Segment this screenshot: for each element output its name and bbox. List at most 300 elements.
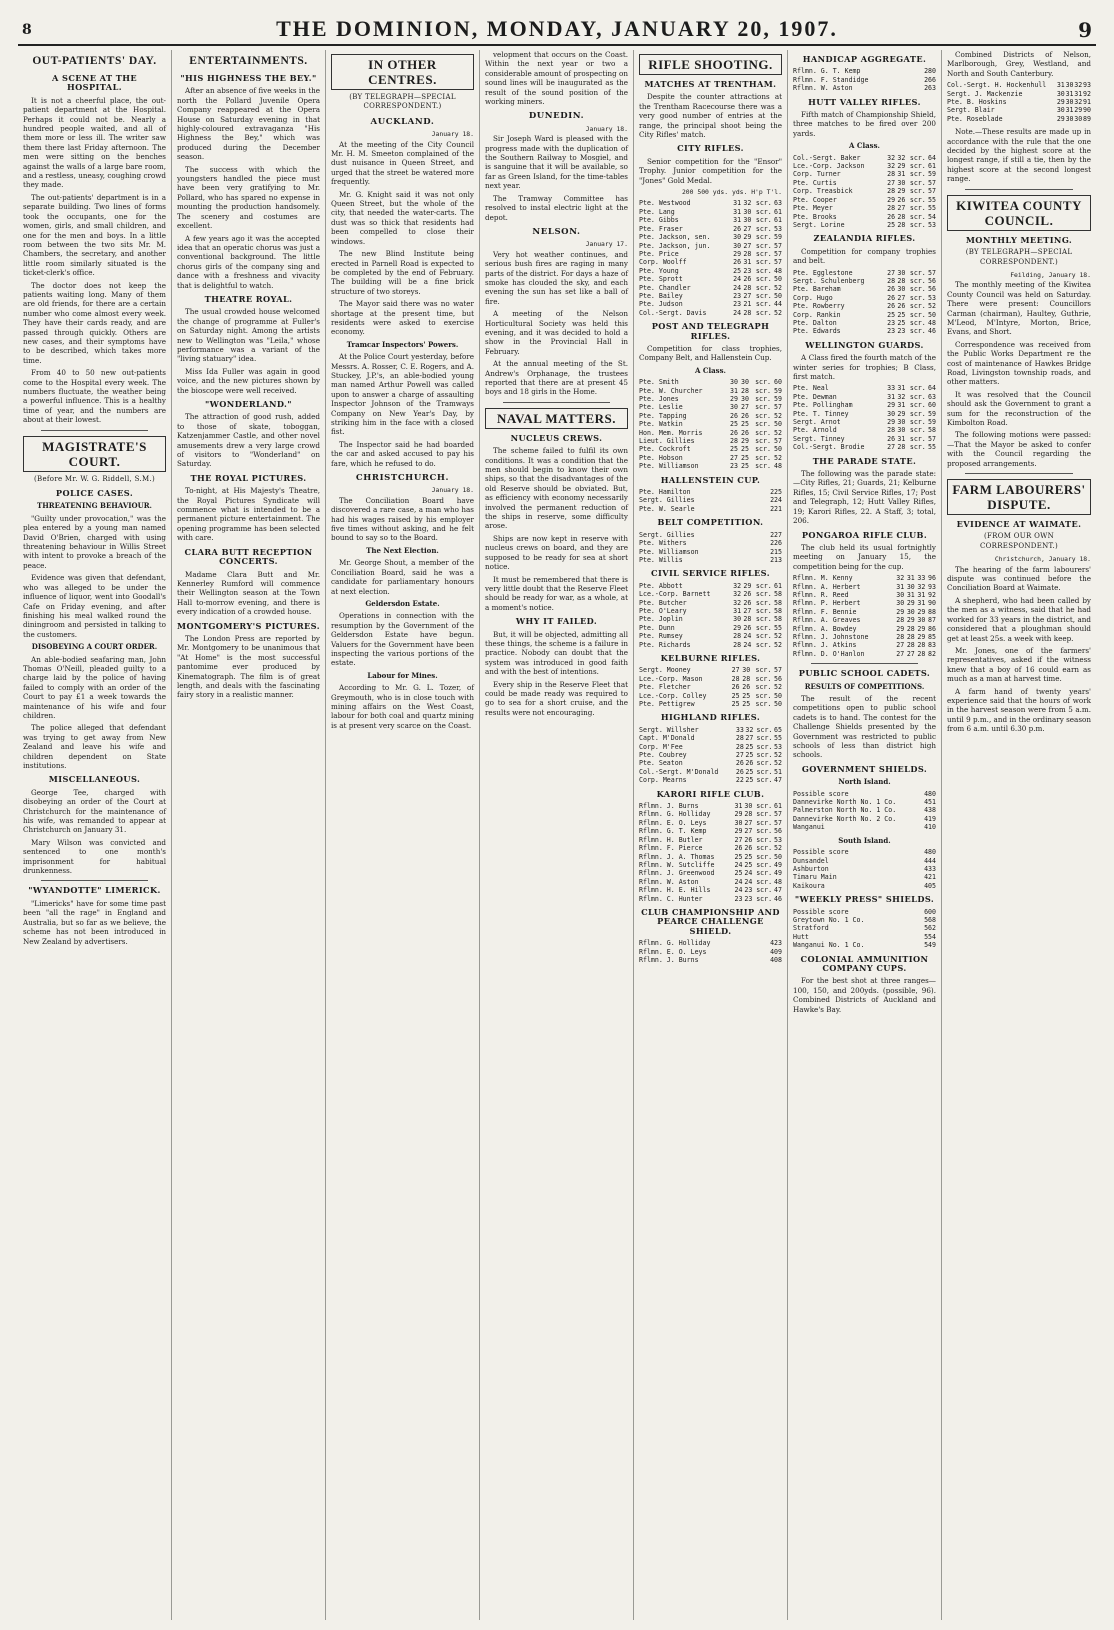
score-cell: 28 — [743, 283, 752, 292]
score-cell: 25 — [733, 266, 742, 275]
section-subheading: The Next Election. — [366, 545, 439, 555]
score-table — [639, 726, 782, 785]
column-2 — [172, 50, 326, 1620]
score-cell: scr. — [756, 725, 773, 734]
score-cell: 29 — [730, 395, 738, 403]
table-row — [639, 751, 782, 759]
paragraph: "Limericks" have for some time past been "all the rage" in England and Australia, but so far as we believe, the scheme has not been introduced in New Zealand by advertisers. — [23, 898, 166, 946]
competitor-name: Lce.-Corp. Mason — [639, 674, 703, 683]
table-row — [639, 641, 782, 649]
table-row — [793, 162, 936, 170]
score-cell: scr. — [755, 615, 772, 624]
score-cell: 52 — [774, 759, 782, 768]
table-row — [639, 853, 782, 861]
score-cell: 25 — [742, 700, 751, 708]
score-cell: 23 — [887, 327, 896, 336]
competitor-name: Pte. Brooks — [793, 212, 837, 221]
competitor-name: Sergt. Willsher — [639, 725, 699, 734]
score-cell: 29 — [734, 827, 743, 836]
paragraph: The hearing of the farm labourers' dispute was continued before the Conciliation Board at Waimate. — [947, 564, 1091, 593]
score-cell: 29 — [896, 624, 905, 633]
table-row — [793, 426, 936, 434]
score-cell: 25 — [745, 767, 754, 776]
table-row — [793, 294, 936, 302]
score-cell: 26 — [887, 293, 896, 302]
article-subheading: THE ROYAL PICTURES. — [190, 472, 307, 483]
score-cell: 30 — [1065, 81, 1074, 90]
score-cell: scr. — [909, 327, 926, 336]
score-cell: scr. — [755, 598, 772, 607]
score-cell: 56 — [774, 827, 782, 836]
score-cell: 64 — [928, 153, 936, 162]
location-heading: NELSON. — [532, 226, 581, 237]
score-cell: 50 — [774, 420, 782, 429]
score-cell: scr. — [756, 767, 773, 776]
score-cell: 31 — [743, 258, 752, 267]
table-row — [639, 861, 782, 869]
score-cell: 32 — [887, 153, 896, 162]
table-row — [793, 285, 936, 293]
table-row — [639, 505, 782, 513]
article-subheading: MONTGOMERY'S PICTURES. — [177, 620, 320, 631]
competitor-name: Rflmn. G. Holliday — [639, 810, 711, 819]
score-cell: 29 — [743, 233, 752, 242]
dateline: January 18. — [431, 130, 474, 139]
score-cell: 28 — [897, 443, 906, 452]
score-cell: 57 — [774, 403, 782, 412]
table-row — [793, 608, 936, 616]
score-cell: 32 — [733, 581, 742, 590]
score-cell: 26 — [731, 683, 740, 692]
competitor-name: Corp. Turner — [793, 170, 841, 179]
score-cell: 26 — [743, 590, 752, 599]
score-cell: 433 — [924, 864, 936, 873]
table-row — [793, 418, 936, 426]
table-row — [639, 462, 782, 470]
score-cell: 87 — [928, 616, 936, 625]
score-cell: 57 — [774, 258, 782, 267]
location-heading: AUCKLAND. — [370, 116, 435, 127]
column-3 — [326, 50, 480, 1620]
paragraph: Correspondence was received from the Public Works Department re the cost of maintenance of Hawkes Bridge Road, Livingston township roads, and other matters. — [947, 339, 1091, 387]
competitor-name: Rflmn. W. Sutcliffe — [639, 860, 715, 869]
competitor-name: Rflmn. M. Kenny — [793, 574, 853, 583]
score-cell: scr. — [756, 860, 773, 869]
competitor-name: Pte. Westwood — [639, 199, 691, 208]
competitor-name: Rflmn. E. O. Leys — [639, 947, 707, 956]
competitor-name: Wanganui No. 1 Co. — [793, 941, 865, 950]
competitor-name: Hutt — [793, 932, 809, 941]
table-row — [639, 895, 782, 903]
score-cell: 60 — [774, 378, 782, 387]
table-row — [793, 170, 936, 178]
table-row — [639, 309, 782, 317]
score-cell: scr. — [755, 674, 772, 683]
article-heading: FARM LABOURERS' DISPUTE. — [947, 479, 1091, 515]
article-subheading: THEATRE ROYAL. — [204, 293, 293, 304]
table-row — [639, 250, 782, 258]
table-row — [793, 873, 936, 881]
competitor-name: Pte. Joplin — [639, 615, 683, 624]
score-cell: 52 — [774, 283, 782, 292]
table-row — [639, 844, 782, 852]
table-row — [639, 420, 782, 428]
score-cell: scr. — [755, 266, 772, 275]
paragraph: Combined Districts of Nelson, Marlborough, Grey, Westland, and North and South Canterbury. — [947, 50, 1091, 78]
competitor-name: Rflmn. J. Greenwood — [639, 869, 715, 878]
section-heading: MISCELLANEOUS. — [48, 774, 141, 785]
competitor-name: Possible score — [793, 907, 849, 916]
score-cell: 29 — [733, 623, 742, 632]
score-cell: scr. — [909, 285, 926, 294]
score-cell: 213 — [770, 555, 782, 564]
competitor-name: Dunsandel — [793, 856, 829, 865]
table-row — [793, 302, 936, 310]
score-cell: 28 — [744, 810, 753, 819]
paragraph: Sir Joseph Ward is pleased with the progress made with the duplication of the Southern Railway to Mosgiel, and is sanguine that it will be available, so far as Green Island, for the time-tables next year. — [485, 134, 628, 191]
score-cell: 31 — [733, 199, 742, 208]
score-cell: 25 — [741, 445, 749, 454]
score-cell: 33 — [887, 384, 896, 393]
table-row — [793, 221, 936, 229]
score-cell: scr. — [755, 233, 772, 242]
paragraph: Operations in connection with the resumption by the Government of the Geldersdon Estate have begun. Valuers for the Government have been inspecting the various portions of the estate. — [331, 611, 474, 668]
table-row — [793, 882, 936, 890]
score-cell: 30 — [897, 268, 906, 277]
class-label: North Island. — [838, 777, 891, 787]
score-cell: 52 — [774, 683, 782, 692]
score-cell: 58 — [774, 615, 782, 624]
table-row — [793, 154, 936, 162]
score-cell: 27 — [897, 293, 906, 302]
competitor-name: Col.-Sergt. Brodie — [793, 443, 865, 452]
competitor-name: Corp. Treasbick — [793, 187, 853, 196]
competitor-name: Pte. Cooper — [793, 195, 837, 204]
score-cell: 46 — [928, 327, 936, 336]
table-row — [639, 292, 782, 300]
score-cell: 27 — [730, 453, 738, 462]
competitor-name: Capt. M'Donald — [639, 734, 695, 743]
competitor-name: Pte. O'Leary — [639, 606, 687, 615]
score-cell: 26 — [887, 302, 896, 311]
competitor-name: Pte. Smith — [639, 378, 679, 387]
article-heading: ENTERTAINMENTS. — [189, 55, 308, 67]
score-cell: 48 — [774, 877, 782, 886]
competitor-name: Pte. Willis — [639, 555, 683, 564]
score-cell: 25 — [741, 453, 749, 462]
score-cell: 568 — [924, 915, 936, 924]
score-cell: scr. — [909, 434, 926, 443]
score-cell: 63 — [774, 199, 782, 208]
score-cell: scr. — [909, 426, 926, 435]
paragraph: The result of the recent competitions open to public school cadets is to hand. The contest for the Challenge Shields presented by the Government was restricted to public schools of less than district high schools. — [793, 694, 936, 760]
score-cell: 23 — [733, 300, 742, 309]
section-heading: "WEEKLY PRESS" SHIELDS. — [794, 894, 935, 905]
table-row — [793, 916, 936, 924]
score-cell: scr. — [755, 224, 772, 233]
score-cell: 408 — [770, 955, 782, 964]
competitor-name: Corp. Woolff — [639, 258, 687, 267]
score-cell: 27 — [745, 734, 754, 743]
divider — [503, 402, 610, 403]
score-cell: 92 — [1083, 89, 1091, 98]
competitor-name: Pte. Young — [639, 266, 679, 275]
competitor-name: Lce.-Corp. Colley — [639, 691, 707, 700]
score-cell: 26 — [730, 428, 738, 437]
score-cell: scr. — [755, 623, 772, 632]
section-heading: HIGHLAND RIFLES. — [660, 712, 761, 723]
score-cell: 30 — [897, 418, 906, 427]
competitor-name: Pte. B. Hoskins — [947, 98, 1007, 107]
class-label: South Island. — [838, 835, 891, 845]
competitor-name: Pte. W. Searle — [639, 504, 695, 513]
score-cell: 221 — [770, 504, 782, 513]
competitor-name: Pte. Judson — [639, 300, 683, 309]
table-row — [793, 84, 936, 92]
score-cell: 21 — [743, 300, 752, 309]
score-cell: 27 — [887, 178, 896, 187]
table-row — [793, 924, 936, 932]
score-cell: 25 — [887, 220, 896, 229]
score-cell: scr. — [756, 742, 773, 751]
score-cell: 27 — [744, 818, 753, 827]
table-row — [793, 641, 936, 649]
score-cell: 59 — [774, 233, 782, 242]
score-cell: 25 — [734, 852, 743, 861]
competitor-name: Lce.-Corp. Jackson — [793, 162, 865, 171]
competitor-name: Pte. Rowberry — [793, 302, 845, 311]
table-row — [639, 819, 782, 827]
table-row — [947, 90, 1091, 98]
score-cell: 444 — [924, 856, 936, 865]
score-cell: 31 — [730, 386, 738, 395]
score-cell: 28 — [897, 220, 906, 229]
score-cell: 225 — [770, 488, 782, 497]
table-row — [793, 401, 936, 409]
score-cell: 32 — [887, 162, 896, 171]
score-cell: 423 — [770, 939, 782, 948]
score-cell: 26 — [887, 285, 896, 294]
table-row — [639, 395, 782, 403]
score-cell: 30 — [733, 615, 742, 624]
score-cell: 51 — [774, 767, 782, 776]
score-cell: 49 — [774, 860, 782, 869]
score-cell: 93 — [928, 582, 936, 591]
score-cell: 50 — [774, 275, 782, 284]
paragraph: Competition for company trophies and belt. — [793, 246, 936, 266]
table-row — [793, 269, 936, 277]
score-cell: 56 — [928, 285, 936, 294]
score-cell: 25 — [730, 445, 738, 454]
table-row — [639, 225, 782, 233]
score-cell: 53 — [774, 224, 782, 233]
paragraph: Fifth match of Championship Shield, three matches to be fired over 200 yards. — [793, 110, 936, 138]
divider — [965, 473, 1073, 474]
score-cell: 93 — [1083, 81, 1091, 90]
competitor-name: Pte. Seaton — [639, 759, 683, 768]
paragraph: At the annual meeting of the St. Andrew's Orphanage, the trustees reported that there are at present 45 boys and 18 girls in the Home. — [485, 359, 628, 397]
table-row — [947, 98, 1091, 106]
score-cell: scr. — [755, 241, 772, 250]
score-cell: 26 — [887, 212, 896, 221]
paragraph: The club held its usual fortnightly meeting on January 15, the competition being for the cup. — [793, 542, 936, 571]
score-cell: 52 — [774, 751, 782, 760]
score-cell: 55 — [774, 734, 782, 743]
score-cell: 27 — [741, 403, 749, 412]
score-cell: 32 — [897, 153, 906, 162]
score-cell: scr. — [755, 640, 772, 649]
table-row — [639, 948, 782, 956]
competitor-name: Rflmn. F. Standidge — [793, 75, 869, 84]
score-cell: 31 — [733, 216, 742, 225]
score-cell: 53 — [928, 293, 936, 302]
table-row — [639, 199, 782, 207]
score-cell: scr. — [755, 207, 772, 216]
score-cell: scr. — [755, 632, 772, 641]
table-row — [639, 802, 782, 810]
section-subheading: Labour for Mines. — [367, 670, 438, 680]
competitor-name: Rflmn. G. Holliday — [639, 939, 711, 948]
score-cell: 26 — [744, 844, 753, 853]
score-cell: scr. — [755, 590, 772, 599]
competitor-name: Pte. Dewman — [793, 392, 837, 401]
competitor-name: Sergt. Gillies — [639, 496, 695, 505]
column-5 — [634, 50, 788, 1620]
section-heading: GOVERNMENT SHIELDS. — [801, 763, 928, 774]
score-table — [639, 378, 782, 470]
section-subheading: Tramcar Inspectors' Powers. — [346, 339, 459, 349]
table-row — [639, 599, 782, 607]
score-cell: 85 — [928, 632, 936, 641]
competitor-name: Pte. Price — [639, 249, 679, 258]
table-row — [639, 700, 782, 708]
score-cell: 23 — [744, 894, 753, 903]
score-cell: 22 — [735, 776, 744, 785]
table-row — [639, 726, 782, 734]
score-cell: 29 — [733, 249, 742, 258]
score-cell: 31 — [733, 207, 742, 216]
table-row — [639, 590, 782, 598]
score-cell: scr. — [755, 249, 772, 258]
score-cell: scr. — [756, 776, 773, 785]
score-cell: 29 — [897, 162, 906, 171]
paragraph: To-night, at His Majesty's Theatre, the Royal Pictures Syndicate will commence what is intended to be a permanent picture entertainment. The opening programme has been selected with care. — [177, 486, 320, 543]
competitor-name: Pte. Pettigrew — [639, 700, 695, 708]
competitor-name: Rflmn. R. Reed — [793, 590, 849, 599]
score-cell: 25 — [745, 776, 754, 785]
competitor-name: Rflmn. F. Pierce — [639, 844, 703, 853]
paragraph: The Conciliation Board have discovered a rare case, a man who has had his wages raised by his employer five times without asking, and he felt bound to say so to the Board. — [331, 495, 474, 543]
score-cell: 32 — [743, 199, 752, 208]
score-cell: 56 — [774, 674, 782, 683]
score-cell: 52 — [774, 640, 782, 649]
score-cell: 29 — [743, 581, 752, 590]
competitor-name: Pte. Withers — [639, 539, 687, 548]
competitor-name: Pte. Meyer — [793, 204, 833, 213]
section-heading: CITY RIFLES. — [677, 143, 744, 154]
score-cell: scr. — [755, 275, 772, 284]
section-heading: "WYANDOTTE" LIMERICK. — [28, 885, 161, 896]
score-cell: 25 — [731, 700, 740, 708]
section-subheading: Geldersdon Estate. — [365, 598, 440, 608]
score-cell: 31 — [1074, 89, 1083, 98]
score-cell: 25 — [744, 860, 753, 869]
table-row — [793, 196, 936, 204]
competitor-name: Pte. Hamilton — [639, 488, 691, 497]
score-cell: scr. — [909, 418, 926, 427]
score-cell: 44 — [774, 300, 782, 309]
score-table — [793, 574, 936, 658]
score-cell: 23 — [734, 894, 743, 903]
competitor-name: Col.-Sergt. Davis — [639, 308, 707, 317]
score-cell: scr. — [755, 691, 772, 700]
competitor-name: Pte. Fletcher — [639, 683, 691, 692]
score-cell: 24 — [734, 877, 743, 886]
score-cell: scr. — [909, 310, 926, 319]
score-table — [639, 488, 782, 513]
competitor-name: Possible score — [793, 789, 849, 798]
paragraph: The following motions were passed:—That the Mayor be asked to confer with the Council regarding the proposed arrangements. — [947, 430, 1091, 468]
score-cell: scr. — [755, 700, 772, 708]
competitor-name: Rflmn. F. Bennie — [793, 607, 857, 616]
score-cell: 31 — [897, 434, 906, 443]
competitor-name: Pte. Pollingham — [793, 401, 853, 410]
article-heading: RIFLE SHOOTING. — [639, 54, 782, 75]
table-row — [639, 615, 782, 623]
score-cell: scr. — [755, 216, 772, 225]
score-cell: scr. — [755, 283, 772, 292]
score-cell: 63 — [928, 392, 936, 401]
masthead — [18, 10, 1096, 46]
score-cell: 29 — [1074, 106, 1083, 115]
score-cell: 57 — [774, 241, 782, 250]
paragraph: "Guilty under provocation," was the plea entered by a young man named David O'Brien, charged with using threatening behaviour in Willis Street with intent to provoke a breach of the peace. — [23, 513, 166, 570]
table-row — [793, 815, 936, 823]
score-cell: 30 — [897, 178, 906, 187]
section-heading: HALLENSTEIN CUP. — [660, 474, 761, 485]
score-cell: scr. — [909, 293, 926, 302]
score-cell: 33 — [735, 725, 744, 734]
table-row — [639, 233, 782, 241]
divider — [811, 663, 918, 664]
score-cell: 31 — [917, 599, 926, 608]
competitor-name: Rflmn. W. Aston — [793, 84, 853, 93]
score-cell: scr. — [755, 308, 772, 317]
table-row — [793, 941, 936, 949]
table-row — [793, 319, 936, 327]
table-row — [793, 277, 936, 285]
score-cell: 33 — [917, 574, 926, 583]
article-subheading: CLARA BUTT RECEPTION CONCERTS. — [184, 546, 313, 567]
article-byline: (Before Mr. W. G. Riddell, S.M.) — [34, 474, 155, 483]
competitor-name: Sergt. J. Mackenzie — [947, 89, 1023, 98]
score-cell: scr. — [756, 894, 773, 903]
score-cell: 61 — [928, 162, 936, 171]
competitor-name: Rflmn. J. Johnstone — [793, 632, 869, 641]
score-cell: 86 — [928, 624, 936, 633]
score-cell: 57 — [774, 666, 782, 675]
score-cell: 23 — [887, 318, 896, 327]
paragraph: A farm hand of twenty years' experience said that the hours of work in the harvest season were from 5 a.m. until 9 p.m., and in the ordinary season from 6 a.m. until 6.30 p.m. — [947, 686, 1091, 734]
score-cell: 29 — [897, 409, 906, 418]
score-cell: scr. — [909, 170, 926, 179]
table-row — [639, 300, 782, 308]
paragraph: velopment that occurs on the Coast. Within the next year or two a considerable amount of prospecting on sound lines will be inaugurated as the result of the sound position of the working miners. — [485, 50, 628, 107]
score-cell: 58 — [774, 606, 782, 615]
competitor-name: Pte. Lang — [639, 207, 675, 216]
score-cell: 31 — [1065, 89, 1074, 98]
table-row — [639, 632, 782, 640]
